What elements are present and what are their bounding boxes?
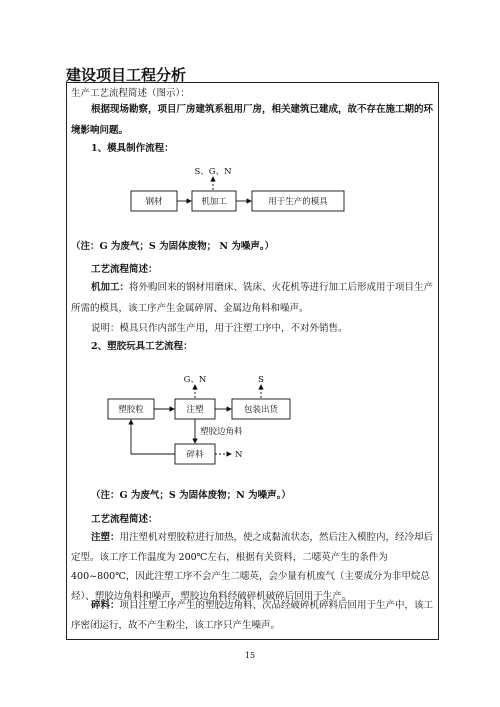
toy-heading: 2、塑胶玩具工艺流程： — [91, 341, 193, 352]
machining-text: 将外购回来的钢材用磨床、铣床、火花机等进行加工后形成用于项目生产所需的模具，该工序产生金属碎屑、金属边角料和噪声。 — [71, 282, 434, 314]
toy-process-heading: 工艺流程简述： — [91, 514, 158, 525]
box-steel-label: 钢材 — [145, 197, 163, 207]
intro-paragraph: 根据现场勘察，项目厂房建筑系租用厂房，相关建筑已建成，故不存在施工期的环境影响问题。 — [71, 104, 434, 136]
arrow-crush-to-pellets — [131, 420, 175, 454]
box-pellets-label: 塑胶粒 — [118, 405, 144, 415]
machining-label: 机加工： — [91, 282, 130, 293]
crush-noise-label: N — [235, 450, 243, 460]
inject-label: 注塑： — [91, 532, 120, 543]
pack-emission-label: S — [258, 375, 264, 385]
toy-note: （注：G 为废气；S 为固体废物；N 为噪声。） — [91, 490, 291, 501]
crush-paragraph — [71, 596, 435, 635]
box-inject-label: 注塑 — [186, 405, 204, 415]
box-mold-label: 用于生产的模具 — [268, 197, 328, 207]
mold-process-heading: 工艺流程简述： — [91, 264, 158, 275]
inject-paragraph — [71, 528, 435, 606]
page-number: 15 — [244, 651, 256, 660]
box-machining-label: 机加工 — [201, 197, 227, 207]
inject-text: 用注塑机对塑胶粒进行加热，使之成黏流状态，然后注入模腔内，经冷却后定型。该工序工作温度为 200℃左右，根据有关资料，二噁英产生的条件为 400~800℃，因此注塑工序不会产生二噁英，会少量有机废气（主要成分为非甲烷总烃）、塑胶边角料和噪声，塑胶边角料经破碎机破碎后回用于生产。 — [71, 532, 434, 602]
mold-note: （注：G 为废气；S 为固体废物； N 为噪声。） — [71, 241, 275, 252]
edge-material-label: 塑胶边角料 — [200, 427, 243, 437]
page-title: 建设项目工程分析 — [66, 66, 187, 84]
crush-text: 项目注塑工序产生的塑胶边角料、次品经破碎机碎料后回用于生产中，该工序密闭运行，故不产生粉尘，该工序只产生噪声。 — [71, 600, 434, 631]
box-pack-label: 包装出货 — [243, 405, 279, 415]
mold-heading: 1、模具制作流程： — [91, 143, 174, 154]
inject-emission-label: G、N — [183, 375, 207, 385]
mold-explain: 说明：模具只作内部生产用，用于注塑工序中，不对外销售。 — [91, 323, 348, 334]
section-heading: 生产工艺流程简述（图示）： — [71, 88, 190, 99]
box-crush-label: 碎料 — [186, 450, 204, 460]
emission-label: S、G、N — [194, 167, 232, 177]
crush-label: 碎料： — [91, 600, 120, 611]
